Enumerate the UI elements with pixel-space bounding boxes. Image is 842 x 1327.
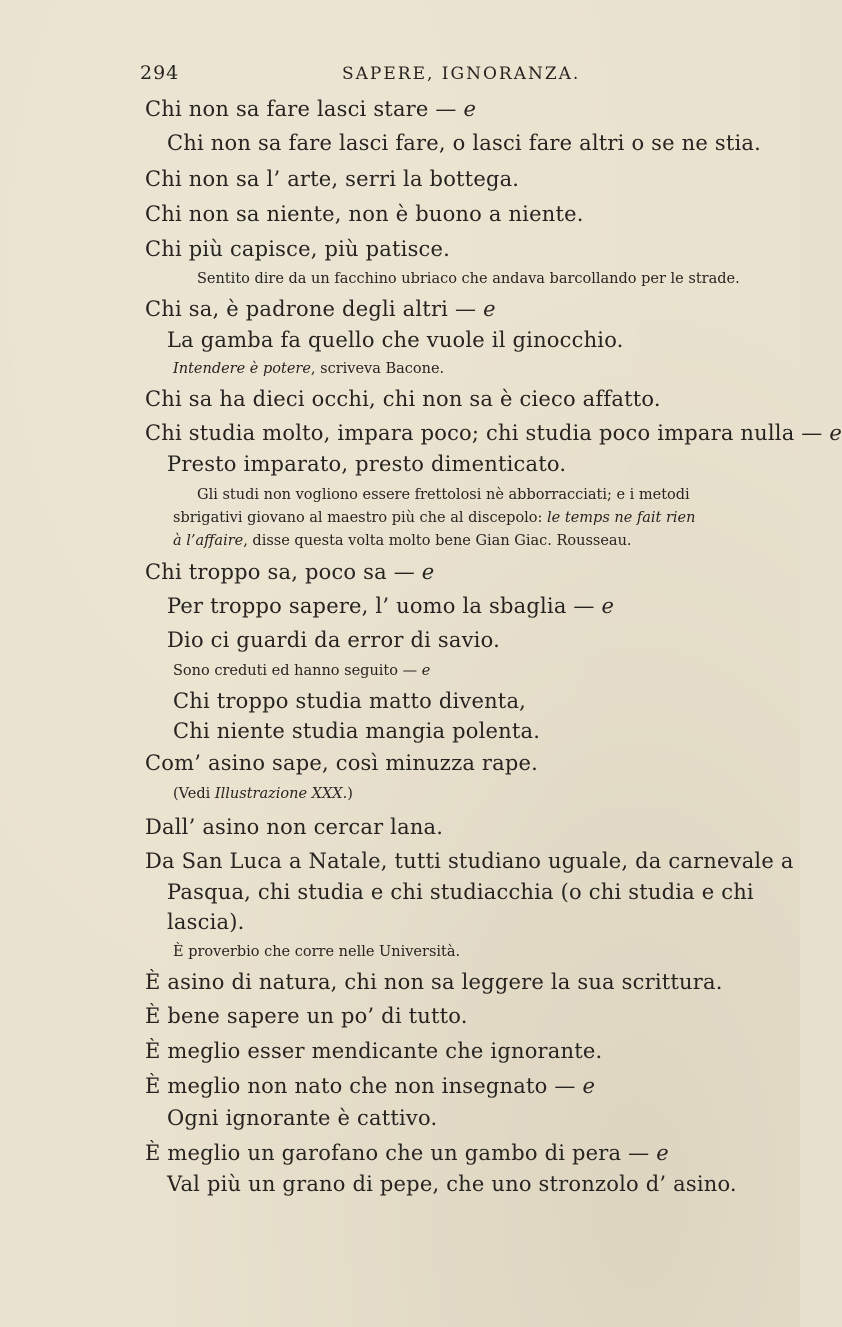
running-head: SAPERE, IGNORANZA.: [342, 64, 581, 84]
proverb-line: lascia).: [167, 910, 245, 934]
proverb-line: Ogni ignorante è cattivo.: [167, 1106, 438, 1130]
proverb-line: Chi sa, è padrone degli altri — e: [145, 297, 496, 321]
note-line: à l’affaire, disse questa volta molto bene Gian Giac. Rousseau.: [173, 533, 632, 549]
proverb-line: È meglio non nato che non insegnato — e: [145, 1074, 596, 1098]
proverb-line: È meglio esser mendicante che ignorante.: [145, 1039, 603, 1063]
note-line: È proverbio che corre nelle Università.: [173, 944, 461, 960]
note-line: sbrigativi giovano al maestro più che al discepolo: le temps ne fait rien: [173, 510, 696, 526]
proverb-line: La gamba fa quello che vuole il ginocchio.: [167, 328, 624, 352]
proverb-line: Chi sa ha dieci occhi, chi non sa è cieco affatto.: [145, 387, 661, 411]
proverb-line: Presto imparato, presto dimenticato.: [167, 452, 567, 476]
note-line: (Vedi Illustrazione XXX.): [173, 786, 353, 802]
page-header: [140, 62, 760, 88]
proverb-line: Chi più capisce, più patisce.: [145, 237, 451, 261]
proverb-line: È asino di natura, chi non sa leggere la sua scrittura.: [145, 970, 723, 994]
proverb-line: Da San Luca a Natale, tutti studiano uguale, da carnevale a: [145, 849, 794, 873]
proverb-line: Chi non sa fare lasci fare, o lasci fare altri o se ne stia.: [167, 131, 762, 155]
proverb-line: È bene sapere un po’ di tutto.: [145, 1004, 468, 1028]
page-number: 294: [140, 62, 180, 84]
proverb-line: È meglio un garofano che un gambo di pera — e: [145, 1141, 669, 1165]
proverb-line: Pasqua, chi studia e chi studiacchia (o chi studia e chi: [167, 880, 754, 904]
note-line: Sono creduti ed hanno seguito — e: [173, 663, 431, 679]
proverb-line: Dall’ asino non cercar lana.: [145, 815, 444, 839]
proverb-line: Chi troppo studia matto diventa,: [173, 689, 527, 713]
proverb-line: Chi non sa fare lasci stare — e: [145, 97, 477, 121]
proverb-line: Chi niente studia mangia polenta.: [173, 719, 541, 743]
proverb-line: Chi studia molto, impara poco; chi studia poco impara nulla — e: [145, 421, 842, 445]
proverb-line: Per troppo sapere, l’ uomo la sbaglia — e: [167, 594, 615, 618]
proverb-line: Chi non sa niente, non è buono a niente.: [145, 202, 584, 226]
note-line: Sentito dire da un facchino ubriaco che andava barcollando per le strade.: [197, 271, 740, 287]
proverb-line: Dio ci guardi da error di savio.: [167, 628, 500, 652]
proverb-line: Val più un grano di pepe, che uno stronzolo d’ asino.: [167, 1172, 737, 1196]
proverb-line: Com’ asino sape, così minuzza rape.: [145, 751, 539, 775]
note-line: Intendere è potere, scriveva Bacone.: [173, 361, 445, 377]
note-line: Gli studi non vogliono essere frettolosi nè abborracciati; e i metodi: [197, 487, 690, 503]
proverb-line: Chi non sa l’ arte, serri la bottega.: [145, 167, 520, 191]
proverb-line: Chi troppo sa, poco sa — e: [145, 560, 435, 584]
